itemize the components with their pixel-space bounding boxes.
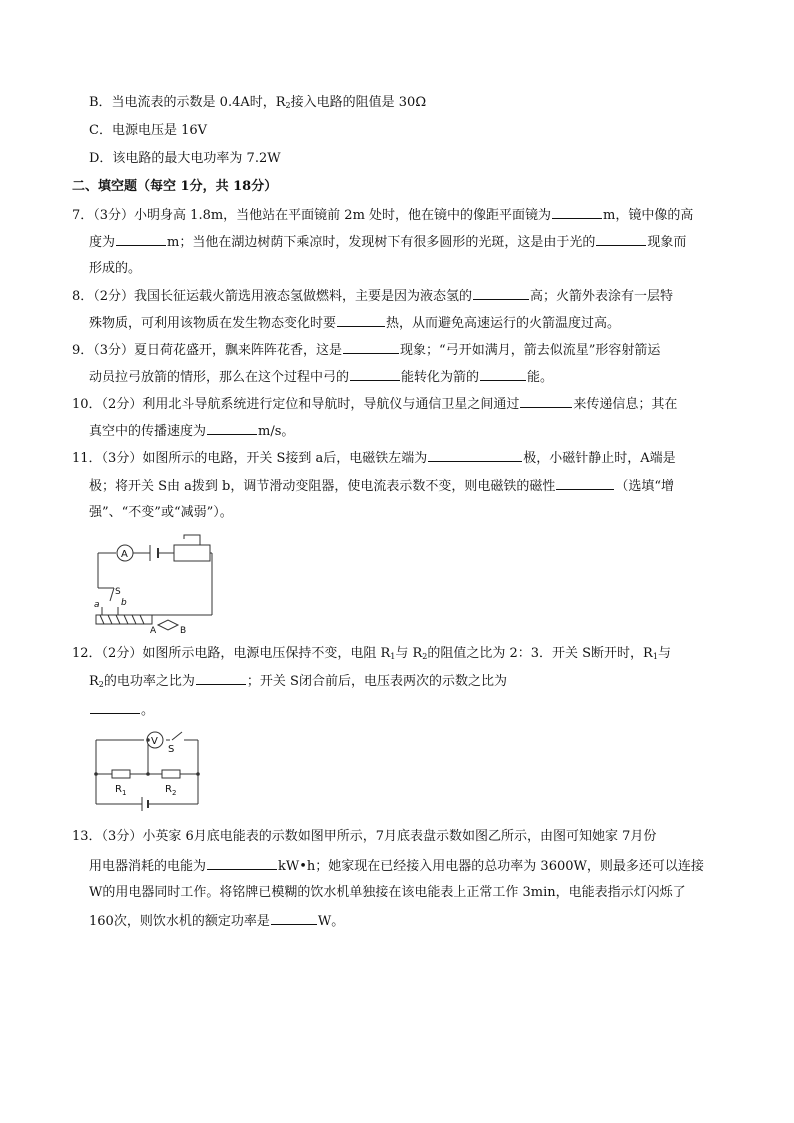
q13-line1: 13．（3分）小英家 6月底电能表的示数如图甲所示，7月底表盘示数如图乙所示，由图可知她家 7月份 bbox=[72, 829, 657, 844]
q7-line3: 形成的。 bbox=[89, 261, 142, 276]
q9-line2: 动员拉弓放箭的情形，那么在这个过程中弓的 能转化为箭的 能。 bbox=[89, 367, 553, 388]
q12-line1: 12．（2分）如图所示电路，电源电压保持不变，电阻 $R_1$与 $R_2$的阻值之比为 2：3．开关 S断开时，$R_1$与 bbox=[72, 646, 671, 661]
contact-b-label: b bbox=[121, 598, 127, 608]
q11-line3: 强”、“不变”或“减弱”）。 bbox=[89, 505, 233, 520]
option-c: C．电源电压是 16V bbox=[89, 123, 208, 138]
r1-label: $R_1$ bbox=[115, 784, 127, 797]
voltmeter-label: V bbox=[151, 736, 158, 747]
switch-s-label: S bbox=[168, 744, 175, 755]
q11-line2: 极；将开关 S由 a拨到 b，调节滑动变阻器，使电流表示数不变，则电磁铁的磁性 （选填“增 bbox=[89, 476, 674, 497]
q11-line1: 11．（3分）如图所示的电路，开关 S接到 a后，电磁铁左端为 极，小磁针静止时，A端是 bbox=[72, 448, 676, 469]
q10-line2: 真空中的传播速度为 m/s。 bbox=[89, 421, 294, 442]
r2-label: $R_2$ bbox=[165, 784, 177, 797]
q13-line2: 用电器消耗的电能为 kW•h；她家现在已经接入用电器的总功率为 3600W，则最多还可以连接 bbox=[89, 856, 704, 877]
q8-line2: 殊物质，可利用该物质在发生物态变化时要 热，从而避免高速运行的火箭温度过高。 bbox=[89, 313, 620, 334]
section-title: 二、填空题（每空 1分，共 18分） bbox=[72, 179, 278, 194]
option-d: D．该电路的最大电功率为 7.2W bbox=[89, 151, 281, 166]
q7-line1: 7．（3分）小明身高 1.8m，当他站在平面镜前 2m 处时，他在镜中的像距平面镜为 m，镜中像的高 bbox=[72, 205, 693, 226]
q7-line2: 度为 m；当他在湖边树荫下乘凉时，发现树下有很多圆形的光斑，这是由于光的 现象而 bbox=[89, 232, 686, 253]
needle-b-label: B bbox=[180, 626, 187, 636]
q9-line1: 9．（3分）夏日荷花盛开，飘来阵阵花香，这是 现象；“弓开如满月，箭去似流星”形容射箭运 bbox=[72, 340, 660, 361]
q12-line2: $R_2$的电功率之比为 ；开关 S闭合前后，电压表两次的示数之比为 bbox=[89, 671, 507, 695]
q11-circuit-figure bbox=[88, 533, 218, 638]
needle-a-label: A bbox=[150, 626, 157, 636]
q12-line3: 。 bbox=[89, 700, 154, 721]
ammeter-label: A bbox=[121, 549, 128, 560]
contact-a-label: a bbox=[94, 600, 100, 610]
q12-circuit-figure bbox=[88, 730, 204, 816]
q8-line1: 8．（2分）我国长征运载火箭选用液态氢做燃料，主要是因为液态氢的 高；火箭外表涂有一层特 bbox=[72, 286, 673, 307]
q13-line4: 160次，则饮水机的额定功率是 W。 bbox=[89, 911, 344, 932]
q10-line1: 10．（2分）利用北斗导航系统进行定位和导航时，导航仪与通信卫星之间通过 来传递信息；其在 bbox=[72, 394, 677, 415]
option-b: B．当电流表的示数是 0.4A时，$R_2$接入电路的阻值是 30Ω bbox=[89, 95, 427, 110]
q13-line3: W的用电器同时工作。将铭牌已模糊的饮水机单独接在该电能表上正常工作 3min，电能表指示灯闪烁了 bbox=[89, 885, 686, 900]
switch-label: S bbox=[115, 587, 121, 597]
